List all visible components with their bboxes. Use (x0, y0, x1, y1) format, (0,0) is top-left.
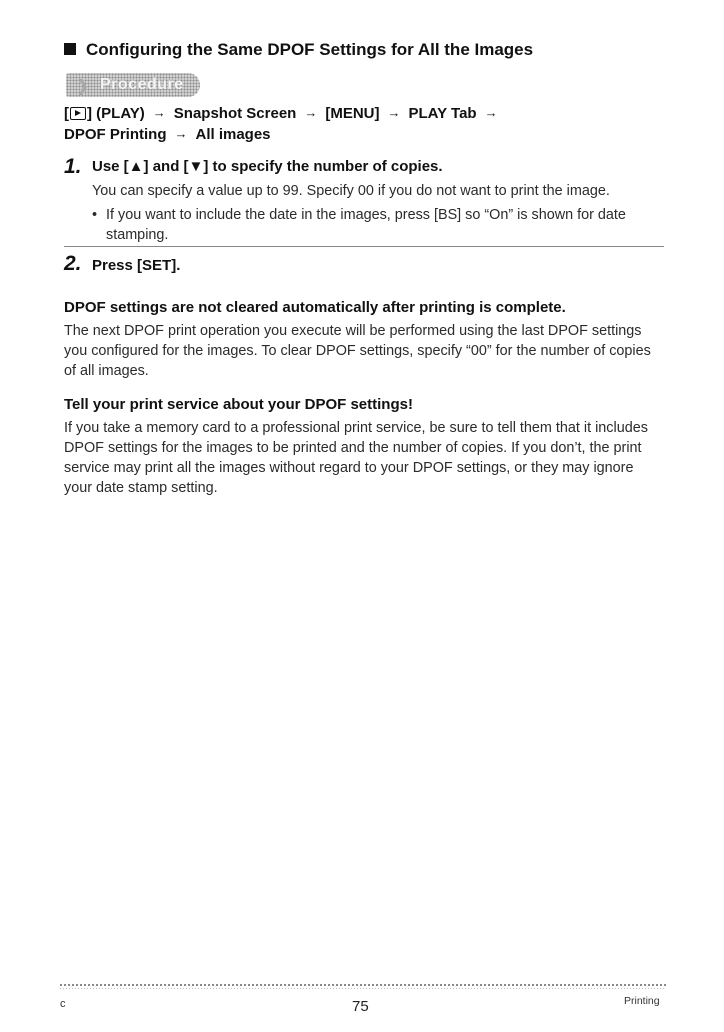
arrow-right-icon: → (484, 105, 498, 120)
arrow-right-icon: → (387, 105, 401, 120)
page-number: 75 (352, 998, 369, 1015)
arrow-right-icon: → (304, 105, 318, 120)
note-2-body: If you take a memory card to a professional print service, be sure to tell them that it includes DPOF settings for the images to be printed and the number of copies. If you don’t, the print service may print all the images without regard to your DPOF settings, or they may ignore your date stamp setting. (64, 420, 648, 496)
path-all-images: All images (195, 126, 271, 143)
footer-left-mark: c (60, 998, 66, 1010)
arrow-right-icon: → (152, 105, 166, 120)
square-bullet-icon (64, 43, 76, 55)
path-play: (PLAY) (96, 105, 145, 122)
step-1-bullet (92, 205, 672, 245)
procedure-badge (66, 73, 200, 97)
step-1-number: 1. (64, 155, 82, 178)
footer-divider (60, 984, 666, 986)
path-menu: [MENU] (325, 105, 380, 122)
section-title-text: Configuring the Same DPOF Settings for All the Images (86, 40, 534, 59)
path-play-tab: PLAY Tab (408, 105, 477, 122)
divider (64, 246, 664, 247)
step-2-title: Press [SET]. (92, 257, 181, 274)
menu-path-line-2 (64, 124, 506, 145)
chevron-right-icon: ❯ (76, 78, 90, 95)
step-1-body: You can specify a value up to 99. Specify 00 if you do not want to print the image. (92, 183, 610, 199)
note-1-heading: DPOF settings are not cleared automatically after printing is complete. (64, 299, 566, 316)
path-dpof-printing: DPOF Printing (64, 126, 167, 143)
path-snapshot-screen: Snapshot Screen (173, 105, 297, 122)
play-icon (70, 107, 86, 120)
menu-path (64, 103, 506, 145)
procedure-label: Procedure (100, 76, 184, 93)
note-1-body: The next DPOF print operation you execute will be performed using the last DPOF settings you configured for the images. To clear DPOF settings, specify “00” for the number of copies of all images. (64, 323, 651, 379)
footer-section-name: Printing (624, 995, 660, 1007)
footer-divider-secondary (60, 988, 666, 989)
step-1-title: Use [▲] and [▼] to specify the number of copies. (92, 158, 443, 175)
section-title (64, 40, 533, 60)
menu-path-line-1: [ ] (PLAY) → Snapshot Screen → [MENU] → PLAY Tab → (64, 105, 498, 122)
step-1-bullet-text: If you want to include the date in the images, press [BS] so “On” is shown for date stamping. (106, 207, 626, 243)
bullet-dot-icon: • (92, 207, 98, 223)
step-2-number: 2. (64, 252, 82, 275)
arrow-right-icon: → (174, 126, 188, 141)
note-2-heading: Tell your print service about your DPOF settings! (64, 396, 413, 413)
